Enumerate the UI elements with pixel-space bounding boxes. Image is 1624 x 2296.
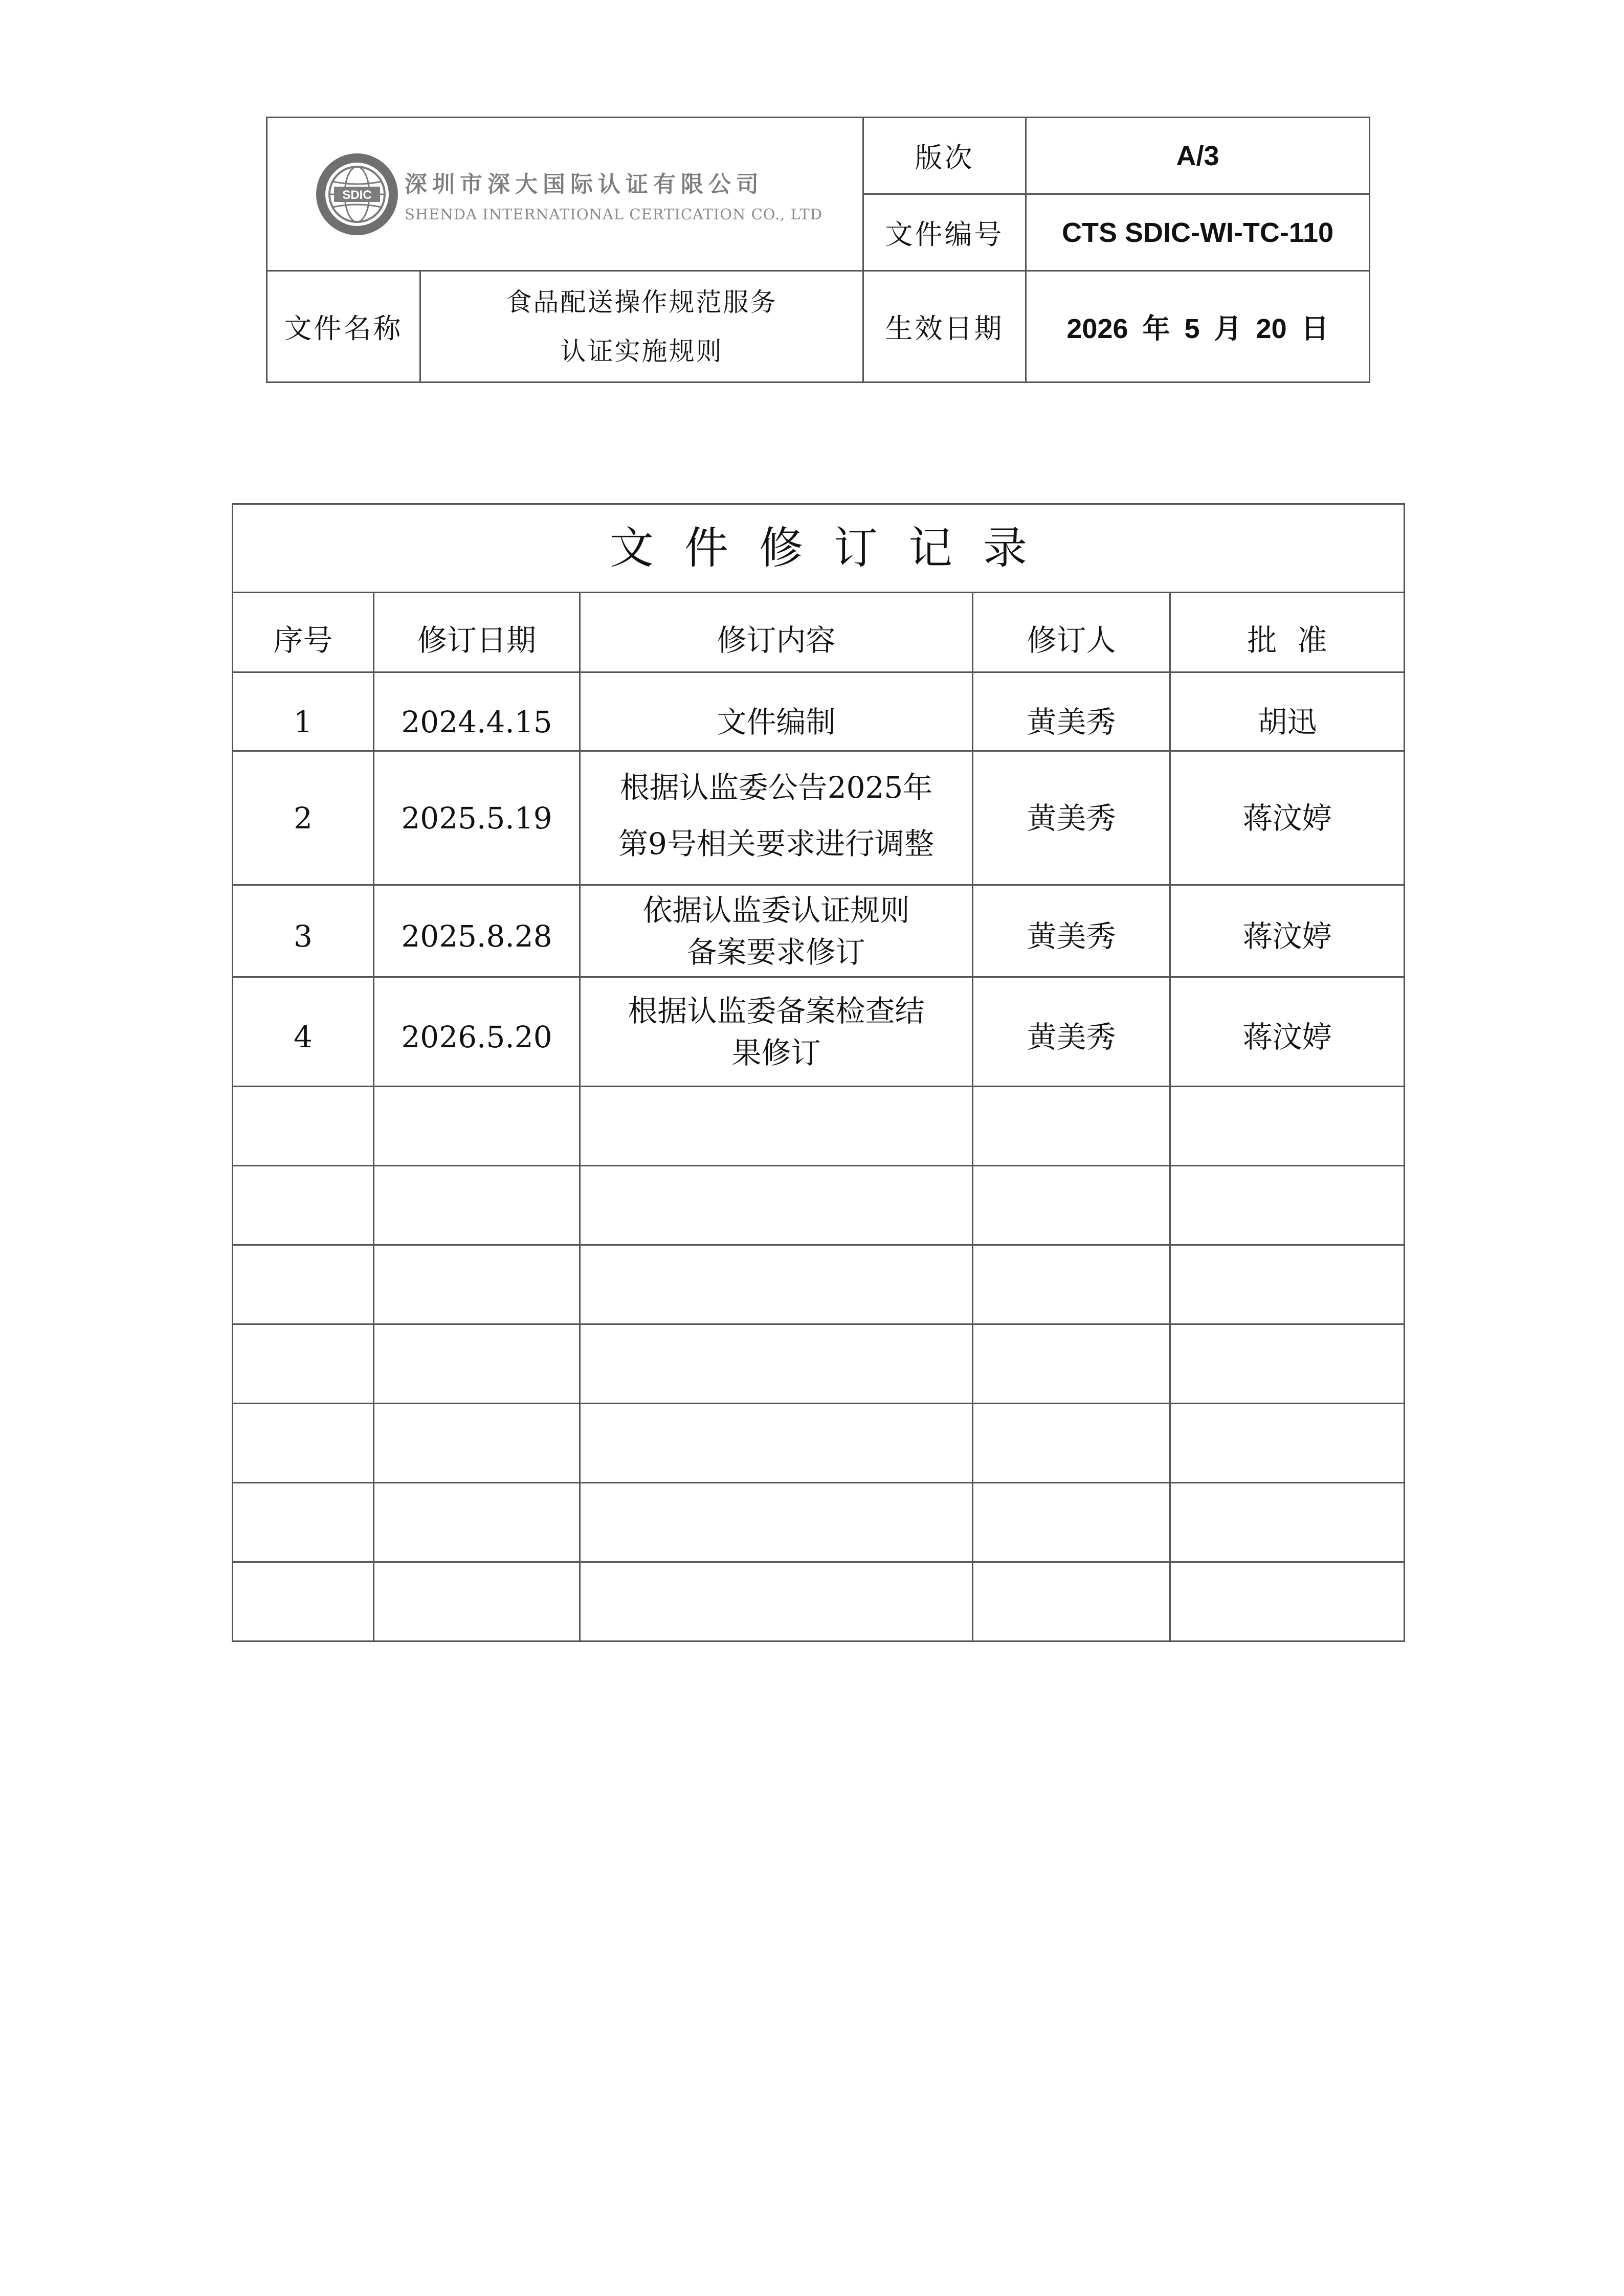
row-reviser: 黄美秀: [973, 672, 1170, 751]
empty-cell: [973, 1324, 1170, 1404]
doc-name-line-2: 认证实施规则: [560, 336, 723, 366]
revision-record-table: [232, 503, 1405, 1642]
doc-name-value: [420, 271, 863, 382]
empty-cell: [580, 1166, 973, 1245]
empty-cell: [233, 1324, 374, 1404]
empty-cell: [1170, 1404, 1405, 1483]
empty-cell: [374, 1166, 580, 1245]
row-date: 2024.4.15: [374, 672, 580, 751]
row-approver: 蒋汶婷: [1170, 977, 1405, 1087]
column-header-seq: 序号: [233, 593, 374, 672]
row-seq: 3: [233, 885, 374, 977]
empty-cell: [973, 1483, 1170, 1562]
row-content-line-1: 根据认监委公告2025年: [619, 770, 933, 805]
column-header-date: 修订日期: [374, 593, 580, 672]
empty-cell: [580, 1087, 973, 1166]
row-reviser: 黄美秀: [973, 977, 1170, 1087]
row-content: [580, 977, 973, 1087]
row-date: 2025.5.19: [374, 751, 580, 885]
empty-cell: [374, 1404, 580, 1483]
empty-cell: [580, 1404, 973, 1483]
empty-cell: [973, 1245, 1170, 1324]
empty-cell: [1170, 1324, 1405, 1404]
effective-day: 20: [1256, 313, 1287, 344]
row-content: [580, 885, 973, 977]
doc-name-line-1: 食品配送操作规范服务: [506, 287, 777, 317]
empty-cell: [233, 1562, 374, 1641]
effective-year-unit: 年: [1142, 313, 1170, 344]
row-date: 2026.5.20: [374, 977, 580, 1087]
empty-cell: [374, 1324, 580, 1404]
empty-cell: [233, 1166, 374, 1245]
row-content-line-1: 依据认监委认证规则: [642, 892, 910, 928]
row-approver: 胡迅: [1170, 672, 1405, 751]
table-row-empty: [233, 1324, 1405, 1404]
table-row-empty: [233, 1483, 1405, 1562]
table-row-empty: [233, 1087, 1405, 1166]
empty-cell: [1170, 1562, 1405, 1641]
effective-day-unit: 日: [1301, 313, 1329, 344]
table-row-empty: [233, 1562, 1405, 1641]
row-content: [580, 751, 973, 885]
row-seq: 2: [233, 751, 374, 885]
empty-cell: [580, 1245, 973, 1324]
table-row: [233, 672, 1405, 751]
row-date: 2025.8.28: [374, 885, 580, 977]
empty-cell: [233, 1483, 374, 1562]
row-reviser: 黄美秀: [973, 751, 1170, 885]
empty-cell: [374, 1562, 580, 1641]
empty-cell: [374, 1483, 580, 1562]
empty-cell: [973, 1562, 1170, 1641]
empty-cell: [1170, 1087, 1405, 1166]
company-name-cn: 深圳市深大国际认证有限公司: [405, 171, 764, 197]
doc-number-value: CTS SDIC-WI-TC-110: [1026, 194, 1370, 271]
table-row: [233, 977, 1405, 1087]
doc-name-label: 文件名称: [267, 271, 420, 382]
row-approver: 蒋汶婷: [1170, 751, 1405, 885]
table-row-empty: [233, 1404, 1405, 1483]
table-row-empty: [233, 1166, 1405, 1245]
effective-month-unit: 月: [1214, 313, 1242, 344]
empty-cell: [973, 1166, 1170, 1245]
column-header-content: 修订内容: [580, 593, 973, 672]
table-row: [233, 751, 1405, 885]
row-approver: 蒋汶婷: [1170, 885, 1405, 977]
empty-cell: [233, 1404, 374, 1483]
empty-cell: [1170, 1483, 1405, 1562]
empty-cell: [580, 1483, 973, 1562]
column-header-reviser: 修订人: [973, 593, 1170, 672]
empty-cell: [233, 1087, 374, 1166]
row-content: [580, 672, 973, 751]
empty-cell: [1170, 1166, 1405, 1245]
effective-date-value: [1026, 271, 1370, 382]
row-content-line-1: 文件编制: [717, 704, 836, 739]
revision-table-title: 文件修订记录: [233, 504, 1405, 593]
row-content-line-2: 第9号相关要求进行调整: [618, 826, 934, 861]
row-seq: 4: [233, 977, 374, 1087]
company-logo-cell: [267, 118, 863, 271]
table-row-empty: [233, 1245, 1405, 1324]
empty-cell: [580, 1562, 973, 1641]
document-header-table: [266, 117, 1370, 383]
empty-cell: [580, 1324, 973, 1404]
row-content-line-1: 根据认监委备案检查结: [628, 993, 925, 1028]
effective-date-label: 生效日期: [863, 271, 1026, 382]
version-value: A/3: [1026, 118, 1370, 194]
company-name-en: SHENDA INTERNATIONAL CERTICATION CO., LTD: [405, 205, 822, 223]
empty-cell: [1170, 1245, 1405, 1324]
empty-cell: [973, 1404, 1170, 1483]
effective-month: 5: [1184, 313, 1200, 344]
version-label: 版次: [863, 118, 1026, 194]
empty-cell: [374, 1087, 580, 1166]
column-header-approver: 批准: [1170, 593, 1405, 672]
empty-cell: [973, 1087, 1170, 1166]
row-content-line-2: 备案要求修订: [687, 934, 865, 970]
table-row: [233, 885, 1405, 977]
row-seq: 1: [233, 672, 374, 751]
company-logo-icon: [314, 151, 401, 238]
row-content-line-2: 果修订: [731, 1035, 821, 1070]
logo-mark-text: SDIC: [342, 188, 372, 202]
effective-year: 2026: [1066, 313, 1128, 344]
doc-number-label: 文件编号: [863, 194, 1026, 271]
empty-cell: [374, 1245, 580, 1324]
empty-cell: [233, 1245, 374, 1324]
row-reviser: 黄美秀: [973, 885, 1170, 977]
